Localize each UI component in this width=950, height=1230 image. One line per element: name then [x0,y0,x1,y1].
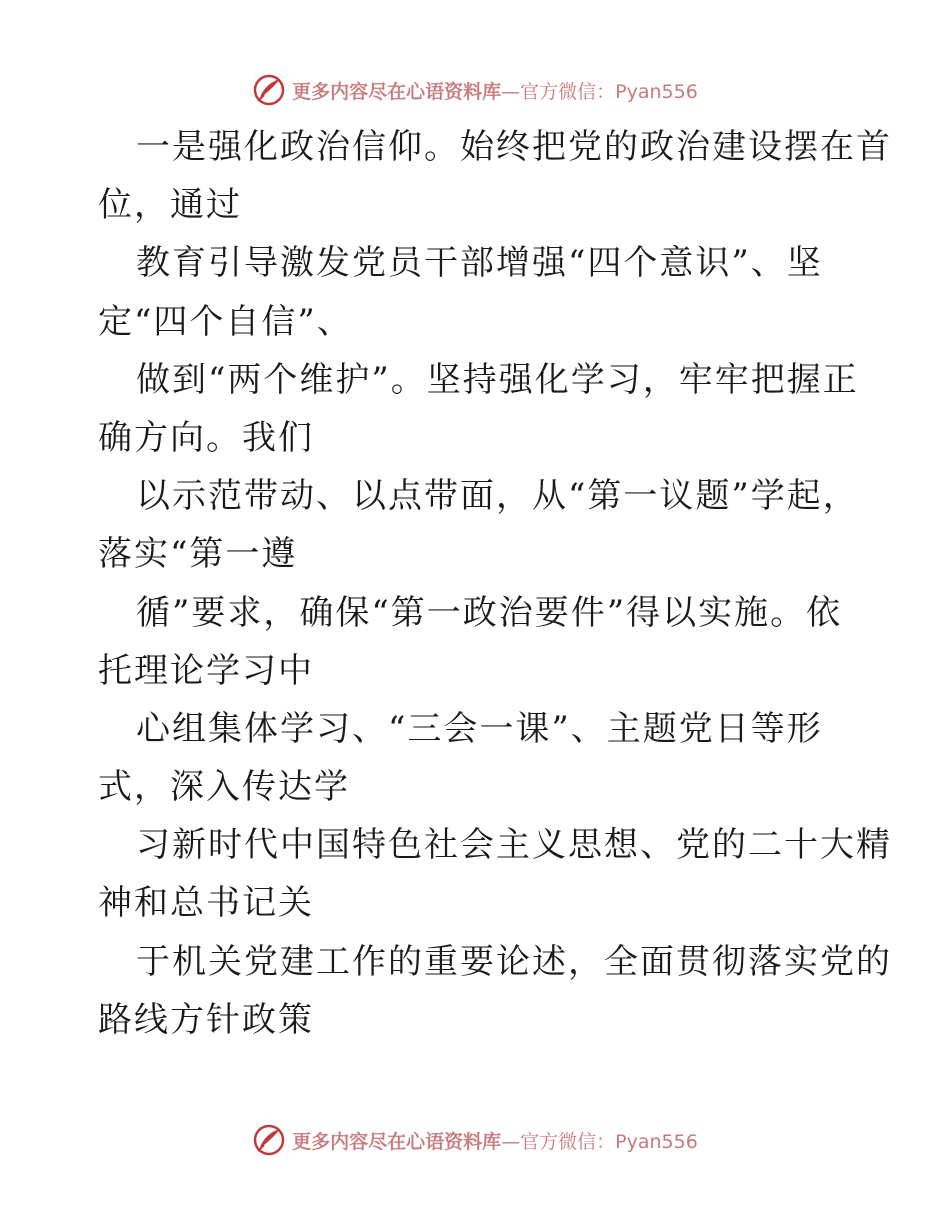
banner-dash: — [501,80,521,103]
body-line: 一是强化政治信仰。始终把党的政治建设摆在首 [136,127,892,167]
banner-suffix-text: 官方微信：Pyan556 [520,80,698,103]
banner-text [292,77,698,104]
body-line: 做到“两个维护”。坚持强化学习，牢牢把握正 [136,359,859,400]
header-banner [0,70,950,110]
body-line: 以示范带动、以点带面，从“第一议题”学起， [136,476,859,517]
body-line: 托理论学习中 [98,650,314,691]
body-line: 教育引导激发党员干部增强“四个意识”、坚 [136,243,823,284]
body-line: 位，通过 [98,185,242,226]
body-line: 定“四个自信”、 [98,301,353,342]
banner-dash: — [501,1130,521,1153]
body-line: 落实“第一遵 [98,534,298,575]
document-body [98,118,892,1049]
body-line: 式，深入传达学 [98,767,350,808]
banner-suffix-text: 官方微信：Pyan556 [520,1130,698,1153]
quill-pen-logo-icon [252,1123,286,1157]
body-line: 心组集体学习、“三会一课”、主题党日等形 [136,708,823,749]
body-line: 习新时代中国特色社会主义思想、党的二十大精 [136,825,892,866]
body-line: 于机关党建工作的重要论述，全面贯彻落实党的 [136,941,892,982]
body-line: 路线方针政策 [98,999,314,1040]
banner-main-text: 更多内容尽在心语资料库 [292,1130,502,1153]
footer-banner [0,1120,950,1160]
body-line: 循”要求，确保“第一政治要件”得以实施。依 [136,592,843,633]
banner-text [292,1127,698,1154]
body-line: 神和总书记关 [98,883,314,924]
banner-main-text: 更多内容尽在心语资料库 [292,80,502,103]
body-line: 确方向。我们 [98,417,314,458]
quill-pen-logo-icon [252,73,286,107]
